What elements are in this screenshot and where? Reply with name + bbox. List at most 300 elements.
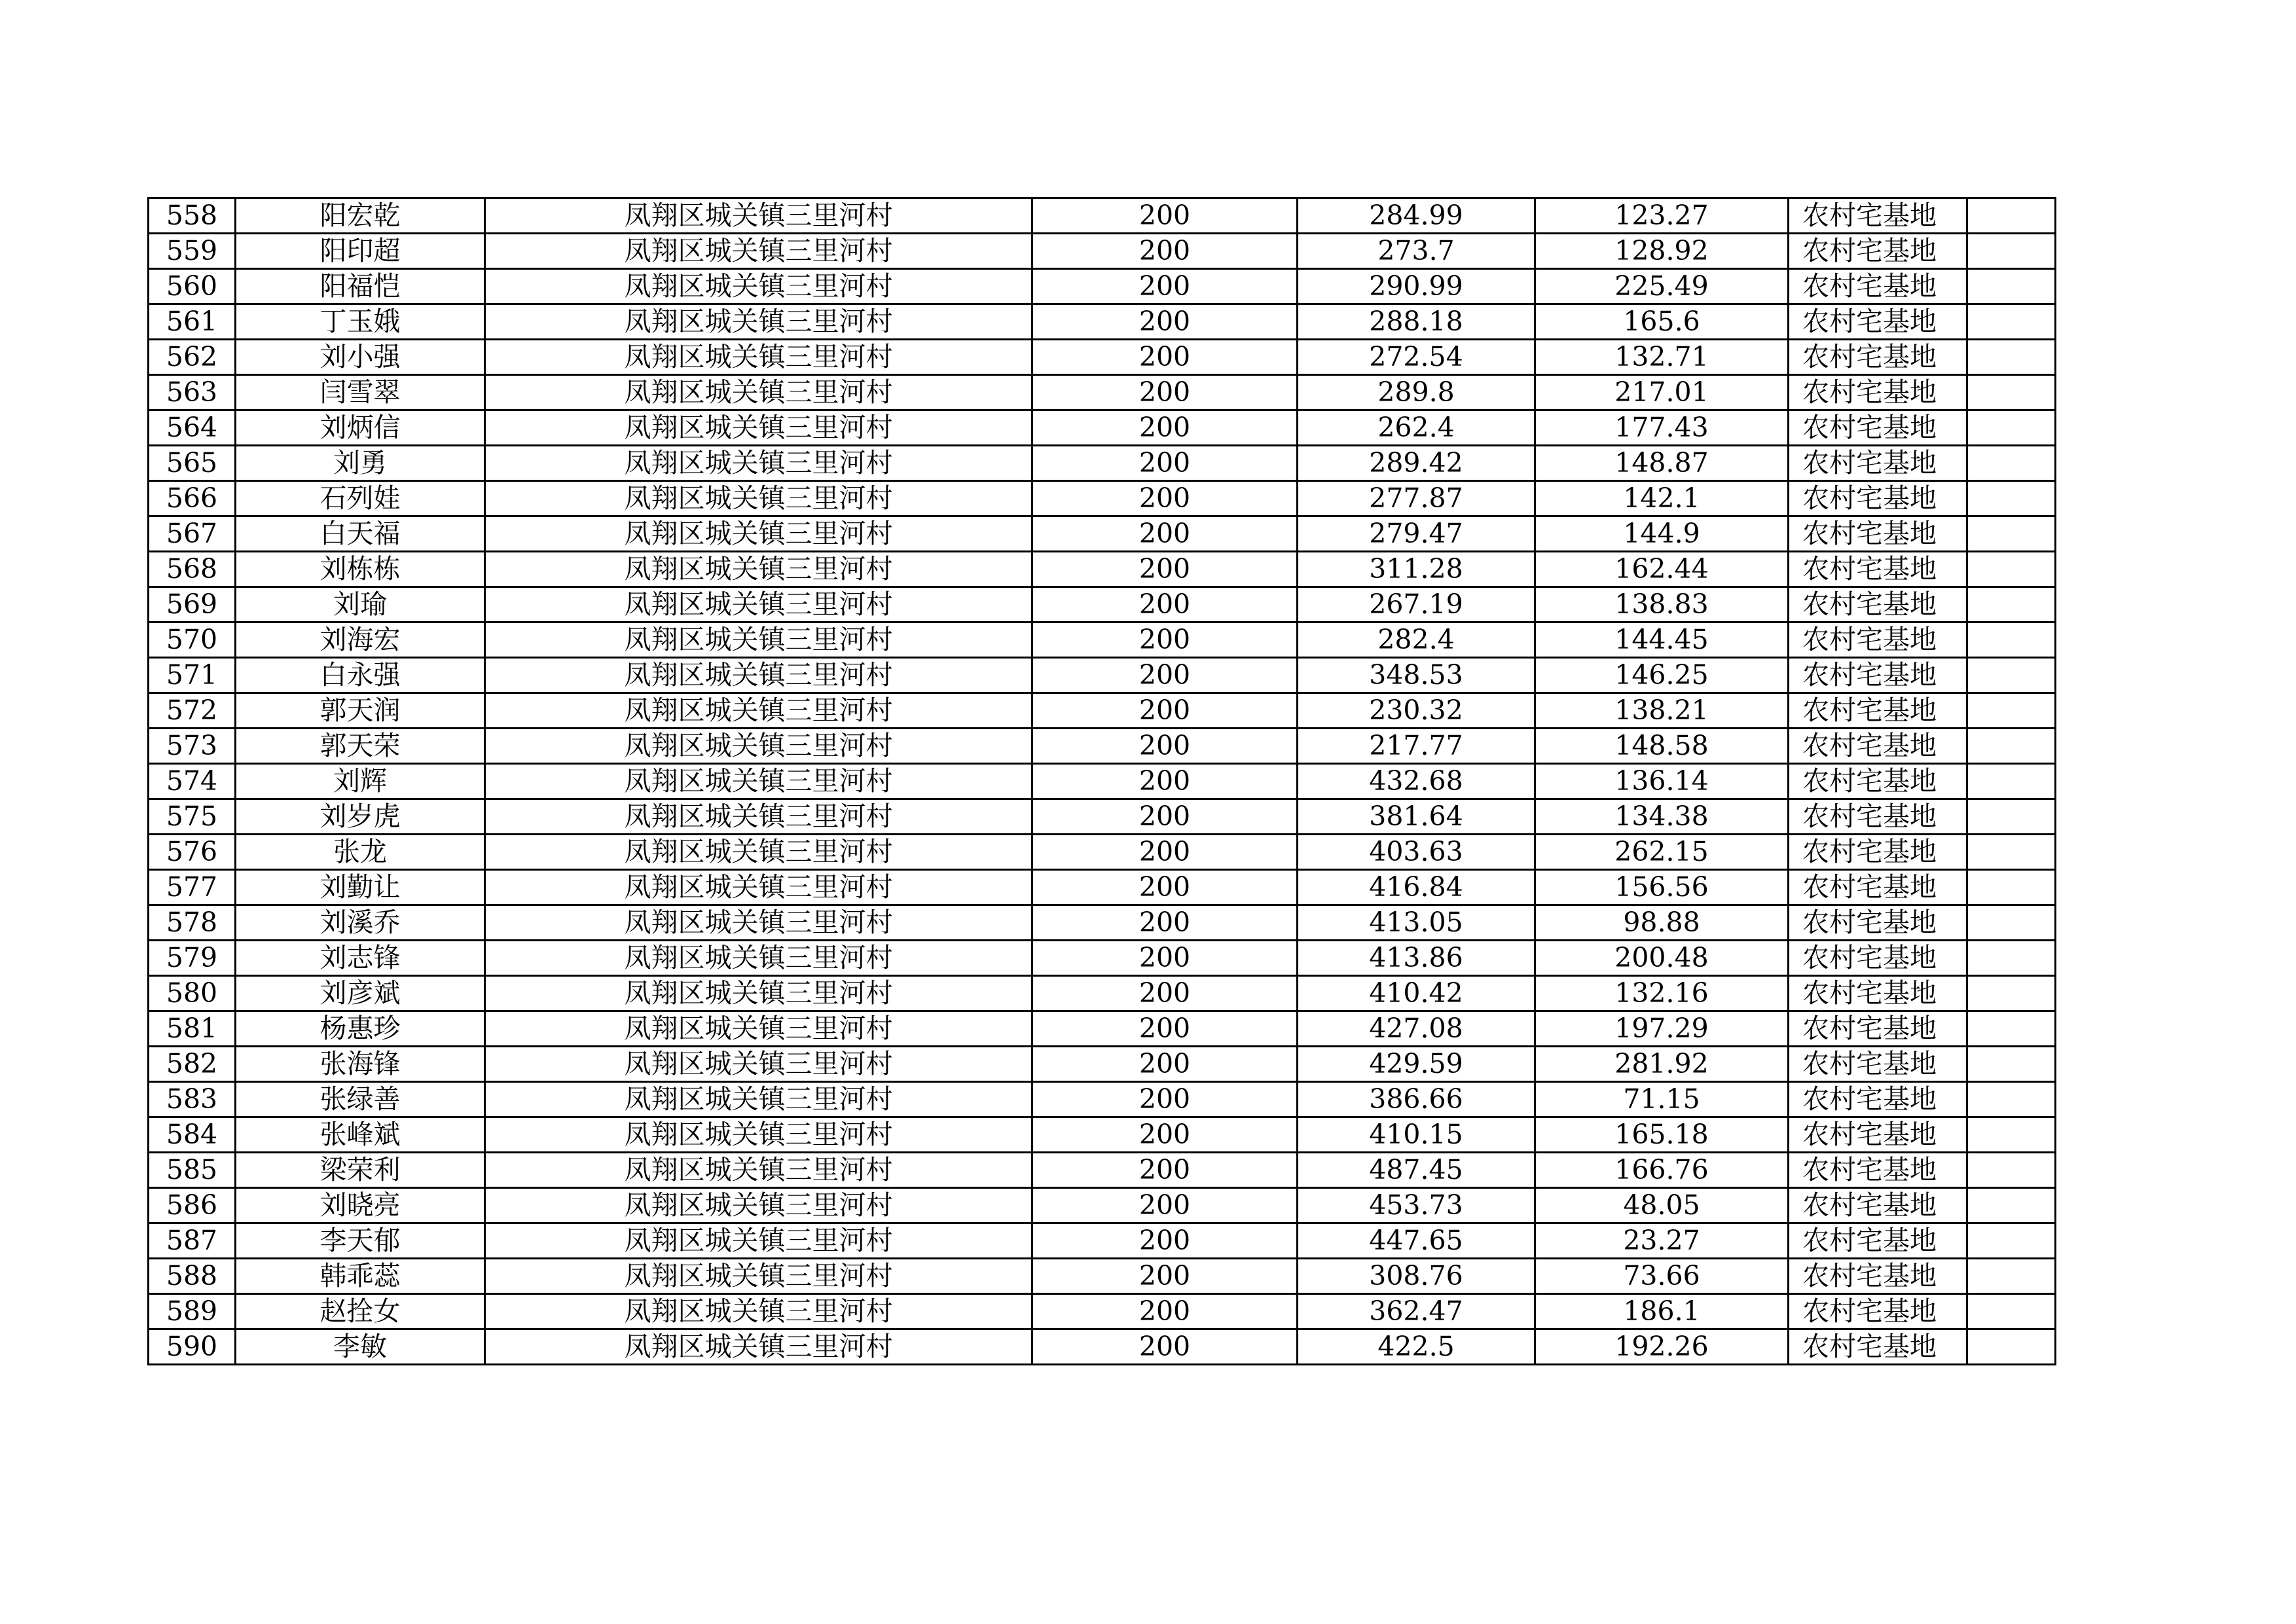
cell-address: 凤翔区城关镇三里河村 bbox=[485, 658, 1032, 693]
cell-address: 凤翔区城关镇三里河村 bbox=[485, 269, 1032, 304]
cell-remark bbox=[1967, 764, 2056, 799]
cell-name: 张绿善 bbox=[236, 1082, 485, 1117]
cell-number: 558 bbox=[149, 198, 236, 234]
cell-area: 422.5 bbox=[1298, 1329, 1535, 1365]
cell-land-type: 农村宅基地 bbox=[1789, 1223, 1967, 1259]
cell-address: 凤翔区城关镇三里河村 bbox=[485, 1259, 1032, 1294]
cell-built-area: 192.26 bbox=[1535, 1329, 1789, 1365]
cell-built-area: 225.49 bbox=[1535, 269, 1789, 304]
register-sheet bbox=[147, 197, 2054, 1365]
cell-area: 288.18 bbox=[1298, 304, 1535, 340]
cell-number: 588 bbox=[149, 1259, 236, 1294]
cell-area: 308.76 bbox=[1298, 1259, 1535, 1294]
cell-name: 赵拴女 bbox=[236, 1294, 485, 1329]
cell-land-type: 农村宅基地 bbox=[1789, 1117, 1967, 1153]
table-row bbox=[149, 870, 2056, 905]
cell-built-area: 138.21 bbox=[1535, 693, 1789, 729]
cell-address: 凤翔区城关镇三里河村 bbox=[485, 1223, 1032, 1259]
table-row bbox=[149, 1259, 2056, 1294]
cell-number: 577 bbox=[149, 870, 236, 905]
cell-remark bbox=[1967, 729, 2056, 764]
table-row bbox=[149, 446, 2056, 481]
cell-area: 282.4 bbox=[1298, 623, 1535, 658]
cell-built-area: 165.6 bbox=[1535, 304, 1789, 340]
cell-built-area: 71.15 bbox=[1535, 1082, 1789, 1117]
cell-area: 277.87 bbox=[1298, 481, 1535, 516]
cell-name: 闫雪翠 bbox=[236, 375, 485, 410]
cell-standard: 200 bbox=[1032, 764, 1298, 799]
cell-remark bbox=[1967, 234, 2056, 269]
cell-area: 217.77 bbox=[1298, 729, 1535, 764]
cell-remark bbox=[1967, 941, 2056, 976]
cell-name: 刘辉 bbox=[236, 764, 485, 799]
cell-address: 凤翔区城关镇三里河村 bbox=[485, 1153, 1032, 1188]
cell-address: 凤翔区城关镇三里河村 bbox=[485, 410, 1032, 446]
cell-area: 290.99 bbox=[1298, 269, 1535, 304]
cell-standard: 200 bbox=[1032, 446, 1298, 481]
table-row bbox=[149, 304, 2056, 340]
cell-remark bbox=[1967, 1188, 2056, 1223]
cell-number: 585 bbox=[149, 1153, 236, 1188]
cell-standard: 200 bbox=[1032, 481, 1298, 516]
cell-built-area: 98.88 bbox=[1535, 905, 1789, 941]
cell-remark bbox=[1967, 1329, 2056, 1365]
table-row bbox=[149, 658, 2056, 693]
cell-remark bbox=[1967, 552, 2056, 587]
cell-standard: 200 bbox=[1032, 835, 1298, 870]
cell-standard: 200 bbox=[1032, 375, 1298, 410]
table-row bbox=[149, 1294, 2056, 1329]
table-row bbox=[149, 1117, 2056, 1153]
cell-number: 583 bbox=[149, 1082, 236, 1117]
cell-remark bbox=[1967, 340, 2056, 375]
cell-standard: 200 bbox=[1032, 1223, 1298, 1259]
cell-address: 凤翔区城关镇三里河村 bbox=[485, 976, 1032, 1011]
cell-address: 凤翔区城关镇三里河村 bbox=[485, 552, 1032, 587]
cell-number: 571 bbox=[149, 658, 236, 693]
cell-address: 凤翔区城关镇三里河村 bbox=[485, 1117, 1032, 1153]
cell-name: 阳福恺 bbox=[236, 269, 485, 304]
cell-land-type: 农村宅基地 bbox=[1789, 835, 1967, 870]
cell-land-type: 农村宅基地 bbox=[1789, 764, 1967, 799]
cell-name: 丁玉娥 bbox=[236, 304, 485, 340]
table-row bbox=[149, 1047, 2056, 1082]
table-row bbox=[149, 1223, 2056, 1259]
cell-built-area: 200.48 bbox=[1535, 941, 1789, 976]
cell-address: 凤翔区城关镇三里河村 bbox=[485, 729, 1032, 764]
cell-standard: 200 bbox=[1032, 658, 1298, 693]
cell-address: 凤翔区城关镇三里河村 bbox=[485, 481, 1032, 516]
cell-area: 413.86 bbox=[1298, 941, 1535, 976]
cell-land-type: 农村宅基地 bbox=[1789, 1082, 1967, 1117]
cell-land-type: 农村宅基地 bbox=[1789, 1259, 1967, 1294]
table-row bbox=[149, 764, 2056, 799]
cell-number: 574 bbox=[149, 764, 236, 799]
table-row bbox=[149, 587, 2056, 623]
cell-land-type: 农村宅基地 bbox=[1789, 905, 1967, 941]
cell-standard: 200 bbox=[1032, 269, 1298, 304]
cell-standard: 200 bbox=[1032, 1082, 1298, 1117]
cell-number: 561 bbox=[149, 304, 236, 340]
cell-land-type: 农村宅基地 bbox=[1789, 729, 1967, 764]
table-row bbox=[149, 799, 2056, 835]
cell-name: 李敏 bbox=[236, 1329, 485, 1365]
cell-land-type: 农村宅基地 bbox=[1789, 1011, 1967, 1047]
cell-number: 578 bbox=[149, 905, 236, 941]
table-row bbox=[149, 835, 2056, 870]
cell-standard: 200 bbox=[1032, 552, 1298, 587]
cell-number: 575 bbox=[149, 799, 236, 835]
table-row bbox=[149, 340, 2056, 375]
cell-name: 刘小强 bbox=[236, 340, 485, 375]
cell-number: 590 bbox=[149, 1329, 236, 1365]
cell-land-type: 农村宅基地 bbox=[1789, 410, 1967, 446]
cell-land-type: 农村宅基地 bbox=[1789, 269, 1967, 304]
cell-name: 白天福 bbox=[236, 516, 485, 552]
table-body bbox=[149, 198, 2056, 1365]
cell-name: 张龙 bbox=[236, 835, 485, 870]
cell-address: 凤翔区城关镇三里河村 bbox=[485, 198, 1032, 234]
cell-number: 589 bbox=[149, 1294, 236, 1329]
cell-address: 凤翔区城关镇三里河村 bbox=[485, 340, 1032, 375]
cell-address: 凤翔区城关镇三里河村 bbox=[485, 375, 1032, 410]
cell-name: 张海锋 bbox=[236, 1047, 485, 1082]
cell-standard: 200 bbox=[1032, 1011, 1298, 1047]
cell-built-area: 138.83 bbox=[1535, 587, 1789, 623]
cell-address: 凤翔区城关镇三里河村 bbox=[485, 905, 1032, 941]
cell-built-area: 128.92 bbox=[1535, 234, 1789, 269]
cell-name: 石列娃 bbox=[236, 481, 485, 516]
cell-number: 567 bbox=[149, 516, 236, 552]
table-row bbox=[149, 941, 2056, 976]
table-row bbox=[149, 623, 2056, 658]
cell-number: 586 bbox=[149, 1188, 236, 1223]
homestead-table bbox=[147, 197, 2056, 1365]
cell-land-type: 农村宅基地 bbox=[1789, 1294, 1967, 1329]
cell-name: 阳印超 bbox=[236, 234, 485, 269]
cell-built-area: 142.1 bbox=[1535, 481, 1789, 516]
cell-remark bbox=[1967, 623, 2056, 658]
cell-address: 凤翔区城关镇三里河村 bbox=[485, 941, 1032, 976]
cell-area: 348.53 bbox=[1298, 658, 1535, 693]
cell-built-area: 134.38 bbox=[1535, 799, 1789, 835]
cell-standard: 200 bbox=[1032, 1259, 1298, 1294]
cell-address: 凤翔区城关镇三里河村 bbox=[485, 234, 1032, 269]
cell-area: 289.8 bbox=[1298, 375, 1535, 410]
cell-number: 570 bbox=[149, 623, 236, 658]
cell-land-type: 农村宅基地 bbox=[1789, 941, 1967, 976]
cell-address: 凤翔区城关镇三里河村 bbox=[485, 799, 1032, 835]
cell-land-type: 农村宅基地 bbox=[1789, 623, 1967, 658]
cell-number: 573 bbox=[149, 729, 236, 764]
cell-built-area: 144.45 bbox=[1535, 623, 1789, 658]
cell-standard: 200 bbox=[1032, 198, 1298, 234]
table-row bbox=[149, 481, 2056, 516]
cell-number: 562 bbox=[149, 340, 236, 375]
cell-standard: 200 bbox=[1032, 410, 1298, 446]
cell-number: 565 bbox=[149, 446, 236, 481]
cell-standard: 200 bbox=[1032, 1117, 1298, 1153]
cell-built-area: 148.58 bbox=[1535, 729, 1789, 764]
cell-standard: 200 bbox=[1032, 516, 1298, 552]
cell-name: 梁荣利 bbox=[236, 1153, 485, 1188]
cell-built-area: 166.76 bbox=[1535, 1153, 1789, 1188]
cell-name: 阳宏乾 bbox=[236, 198, 485, 234]
cell-standard: 200 bbox=[1032, 693, 1298, 729]
cell-address: 凤翔区城关镇三里河村 bbox=[485, 693, 1032, 729]
cell-remark bbox=[1967, 870, 2056, 905]
cell-name: 刘瑜 bbox=[236, 587, 485, 623]
cell-land-type: 农村宅基地 bbox=[1789, 1153, 1967, 1188]
cell-number: 584 bbox=[149, 1117, 236, 1153]
cell-standard: 200 bbox=[1032, 1188, 1298, 1223]
cell-built-area: 73.66 bbox=[1535, 1259, 1789, 1294]
cell-standard: 200 bbox=[1032, 1294, 1298, 1329]
cell-number: 559 bbox=[149, 234, 236, 269]
cell-address: 凤翔区城关镇三里河村 bbox=[485, 870, 1032, 905]
cell-built-area: 132.16 bbox=[1535, 976, 1789, 1011]
cell-number: 563 bbox=[149, 375, 236, 410]
cell-remark bbox=[1967, 198, 2056, 234]
cell-address: 凤翔区城关镇三里河村 bbox=[485, 304, 1032, 340]
cell-area: 427.08 bbox=[1298, 1011, 1535, 1047]
cell-area: 284.99 bbox=[1298, 198, 1535, 234]
cell-built-area: 262.15 bbox=[1535, 835, 1789, 870]
table-row bbox=[149, 516, 2056, 552]
cell-remark bbox=[1967, 1259, 2056, 1294]
cell-area: 279.47 bbox=[1298, 516, 1535, 552]
cell-built-area: 132.71 bbox=[1535, 340, 1789, 375]
cell-area: 487.45 bbox=[1298, 1153, 1535, 1188]
cell-name: 刘勤让 bbox=[236, 870, 485, 905]
cell-name: 刘勇 bbox=[236, 446, 485, 481]
cell-remark bbox=[1967, 269, 2056, 304]
cell-address: 凤翔区城关镇三里河村 bbox=[485, 587, 1032, 623]
cell-land-type: 农村宅基地 bbox=[1789, 976, 1967, 1011]
cell-area: 447.65 bbox=[1298, 1223, 1535, 1259]
cell-remark bbox=[1967, 1153, 2056, 1188]
cell-land-type: 农村宅基地 bbox=[1789, 658, 1967, 693]
cell-land-type: 农村宅基地 bbox=[1789, 870, 1967, 905]
table-row bbox=[149, 1153, 2056, 1188]
cell-built-area: 162.44 bbox=[1535, 552, 1789, 587]
cell-standard: 200 bbox=[1032, 799, 1298, 835]
cell-land-type: 农村宅基地 bbox=[1789, 693, 1967, 729]
cell-land-type: 农村宅基地 bbox=[1789, 340, 1967, 375]
table-row bbox=[149, 552, 2056, 587]
cell-built-area: 136.14 bbox=[1535, 764, 1789, 799]
cell-remark bbox=[1967, 446, 2056, 481]
cell-built-area: 144.9 bbox=[1535, 516, 1789, 552]
cell-area: 416.84 bbox=[1298, 870, 1535, 905]
cell-standard: 200 bbox=[1032, 587, 1298, 623]
cell-standard: 200 bbox=[1032, 905, 1298, 941]
cell-standard: 200 bbox=[1032, 976, 1298, 1011]
cell-remark bbox=[1967, 1294, 2056, 1329]
cell-number: 576 bbox=[149, 835, 236, 870]
cell-name: 白永强 bbox=[236, 658, 485, 693]
cell-area: 362.47 bbox=[1298, 1294, 1535, 1329]
cell-built-area: 186.1 bbox=[1535, 1294, 1789, 1329]
table-row bbox=[149, 1188, 2056, 1223]
cell-remark bbox=[1967, 304, 2056, 340]
cell-area: 413.05 bbox=[1298, 905, 1535, 941]
cell-remark bbox=[1967, 516, 2056, 552]
cell-standard: 200 bbox=[1032, 623, 1298, 658]
cell-area: 273.7 bbox=[1298, 234, 1535, 269]
cell-standard: 200 bbox=[1032, 729, 1298, 764]
table-row bbox=[149, 375, 2056, 410]
cell-land-type: 农村宅基地 bbox=[1789, 304, 1967, 340]
cell-standard: 200 bbox=[1032, 1153, 1298, 1188]
cell-number: 564 bbox=[149, 410, 236, 446]
cell-built-area: 177.43 bbox=[1535, 410, 1789, 446]
cell-name: 杨惠珍 bbox=[236, 1011, 485, 1047]
cell-built-area: 48.05 bbox=[1535, 1188, 1789, 1223]
table-row bbox=[149, 1082, 2056, 1117]
cell-built-area: 165.18 bbox=[1535, 1117, 1789, 1153]
cell-name: 张峰斌 bbox=[236, 1117, 485, 1153]
cell-name: 刘栋栋 bbox=[236, 552, 485, 587]
cell-land-type: 农村宅基地 bbox=[1789, 516, 1967, 552]
cell-built-area: 148.87 bbox=[1535, 446, 1789, 481]
cell-standard: 200 bbox=[1032, 234, 1298, 269]
cell-standard: 200 bbox=[1032, 340, 1298, 375]
cell-land-type: 农村宅基地 bbox=[1789, 446, 1967, 481]
cell-name: 刘溪乔 bbox=[236, 905, 485, 941]
cell-number: 560 bbox=[149, 269, 236, 304]
cell-remark bbox=[1967, 1223, 2056, 1259]
cell-built-area: 217.01 bbox=[1535, 375, 1789, 410]
cell-remark bbox=[1967, 481, 2056, 516]
cell-area: 230.32 bbox=[1298, 693, 1535, 729]
table-row bbox=[149, 198, 2056, 234]
cell-land-type: 农村宅基地 bbox=[1789, 234, 1967, 269]
table-row bbox=[149, 976, 2056, 1011]
cell-number: 579 bbox=[149, 941, 236, 976]
cell-name: 郭天润 bbox=[236, 693, 485, 729]
cell-area: 453.73 bbox=[1298, 1188, 1535, 1223]
cell-built-area: 146.25 bbox=[1535, 658, 1789, 693]
cell-number: 587 bbox=[149, 1223, 236, 1259]
cell-address: 凤翔区城关镇三里河村 bbox=[485, 764, 1032, 799]
cell-built-area: 197.29 bbox=[1535, 1011, 1789, 1047]
cell-name: 刘晓亮 bbox=[236, 1188, 485, 1223]
cell-remark bbox=[1967, 587, 2056, 623]
cell-address: 凤翔区城关镇三里河村 bbox=[485, 1082, 1032, 1117]
cell-area: 403.63 bbox=[1298, 835, 1535, 870]
table-row bbox=[149, 693, 2056, 729]
cell-area: 289.42 bbox=[1298, 446, 1535, 481]
cell-area: 267.19 bbox=[1298, 587, 1535, 623]
cell-built-area: 123.27 bbox=[1535, 198, 1789, 234]
cell-built-area: 281.92 bbox=[1535, 1047, 1789, 1082]
cell-name: 李天郁 bbox=[236, 1223, 485, 1259]
cell-remark bbox=[1967, 693, 2056, 729]
cell-area: 410.42 bbox=[1298, 976, 1535, 1011]
cell-remark bbox=[1967, 1047, 2056, 1082]
cell-name: 刘炳信 bbox=[236, 410, 485, 446]
cell-name: 刘海宏 bbox=[236, 623, 485, 658]
cell-number: 568 bbox=[149, 552, 236, 587]
cell-remark bbox=[1967, 375, 2056, 410]
cell-name: 郭天荣 bbox=[236, 729, 485, 764]
cell-number: 566 bbox=[149, 481, 236, 516]
cell-land-type: 农村宅基地 bbox=[1789, 481, 1967, 516]
cell-address: 凤翔区城关镇三里河村 bbox=[485, 1188, 1032, 1223]
cell-land-type: 农村宅基地 bbox=[1789, 799, 1967, 835]
cell-number: 569 bbox=[149, 587, 236, 623]
cell-remark bbox=[1967, 905, 2056, 941]
cell-address: 凤翔区城关镇三里河村 bbox=[485, 446, 1032, 481]
cell-area: 272.54 bbox=[1298, 340, 1535, 375]
cell-land-type: 农村宅基地 bbox=[1789, 1188, 1967, 1223]
table-row bbox=[149, 1329, 2056, 1365]
cell-remark bbox=[1967, 799, 2056, 835]
cell-remark bbox=[1967, 835, 2056, 870]
cell-standard: 200 bbox=[1032, 1047, 1298, 1082]
cell-name: 刘彦斌 bbox=[236, 976, 485, 1011]
cell-address: 凤翔区城关镇三里河村 bbox=[485, 1047, 1032, 1082]
cell-area: 386.66 bbox=[1298, 1082, 1535, 1117]
cell-land-type: 农村宅基地 bbox=[1789, 1047, 1967, 1082]
cell-number: 580 bbox=[149, 976, 236, 1011]
cell-area: 429.59 bbox=[1298, 1047, 1535, 1082]
cell-remark bbox=[1967, 410, 2056, 446]
cell-name: 刘志锋 bbox=[236, 941, 485, 976]
cell-area: 262.4 bbox=[1298, 410, 1535, 446]
cell-remark bbox=[1967, 976, 2056, 1011]
cell-remark bbox=[1967, 1082, 2056, 1117]
table-row bbox=[149, 234, 2056, 269]
cell-name: 韩乖蕊 bbox=[236, 1259, 485, 1294]
table-row bbox=[149, 410, 2056, 446]
cell-remark bbox=[1967, 658, 2056, 693]
cell-land-type: 农村宅基地 bbox=[1789, 552, 1967, 587]
cell-area: 410.15 bbox=[1298, 1117, 1535, 1153]
cell-standard: 200 bbox=[1032, 941, 1298, 976]
cell-number: 572 bbox=[149, 693, 236, 729]
cell-number: 582 bbox=[149, 1047, 236, 1082]
cell-built-area: 156.56 bbox=[1535, 870, 1789, 905]
table-row bbox=[149, 1011, 2056, 1047]
cell-number: 581 bbox=[149, 1011, 236, 1047]
cell-land-type: 农村宅基地 bbox=[1789, 375, 1967, 410]
cell-land-type: 农村宅基地 bbox=[1789, 198, 1967, 234]
cell-address: 凤翔区城关镇三里河村 bbox=[485, 1294, 1032, 1329]
cell-area: 432.68 bbox=[1298, 764, 1535, 799]
cell-address: 凤翔区城关镇三里河村 bbox=[485, 1329, 1032, 1365]
table-row bbox=[149, 269, 2056, 304]
table-row bbox=[149, 905, 2056, 941]
cell-standard: 200 bbox=[1032, 870, 1298, 905]
cell-remark bbox=[1967, 1117, 2056, 1153]
cell-area: 381.64 bbox=[1298, 799, 1535, 835]
cell-name: 刘岁虎 bbox=[236, 799, 485, 835]
cell-standard: 200 bbox=[1032, 1329, 1298, 1365]
cell-remark bbox=[1967, 1011, 2056, 1047]
cell-land-type: 农村宅基地 bbox=[1789, 587, 1967, 623]
cell-address: 凤翔区城关镇三里河村 bbox=[485, 835, 1032, 870]
cell-built-area: 23.27 bbox=[1535, 1223, 1789, 1259]
cell-address: 凤翔区城关镇三里河村 bbox=[485, 516, 1032, 552]
cell-standard: 200 bbox=[1032, 304, 1298, 340]
table-row bbox=[149, 729, 2056, 764]
cell-address: 凤翔区城关镇三里河村 bbox=[485, 1011, 1032, 1047]
cell-area: 311.28 bbox=[1298, 552, 1535, 587]
cell-address: 凤翔区城关镇三里河村 bbox=[485, 623, 1032, 658]
cell-land-type: 农村宅基地 bbox=[1789, 1329, 1967, 1365]
